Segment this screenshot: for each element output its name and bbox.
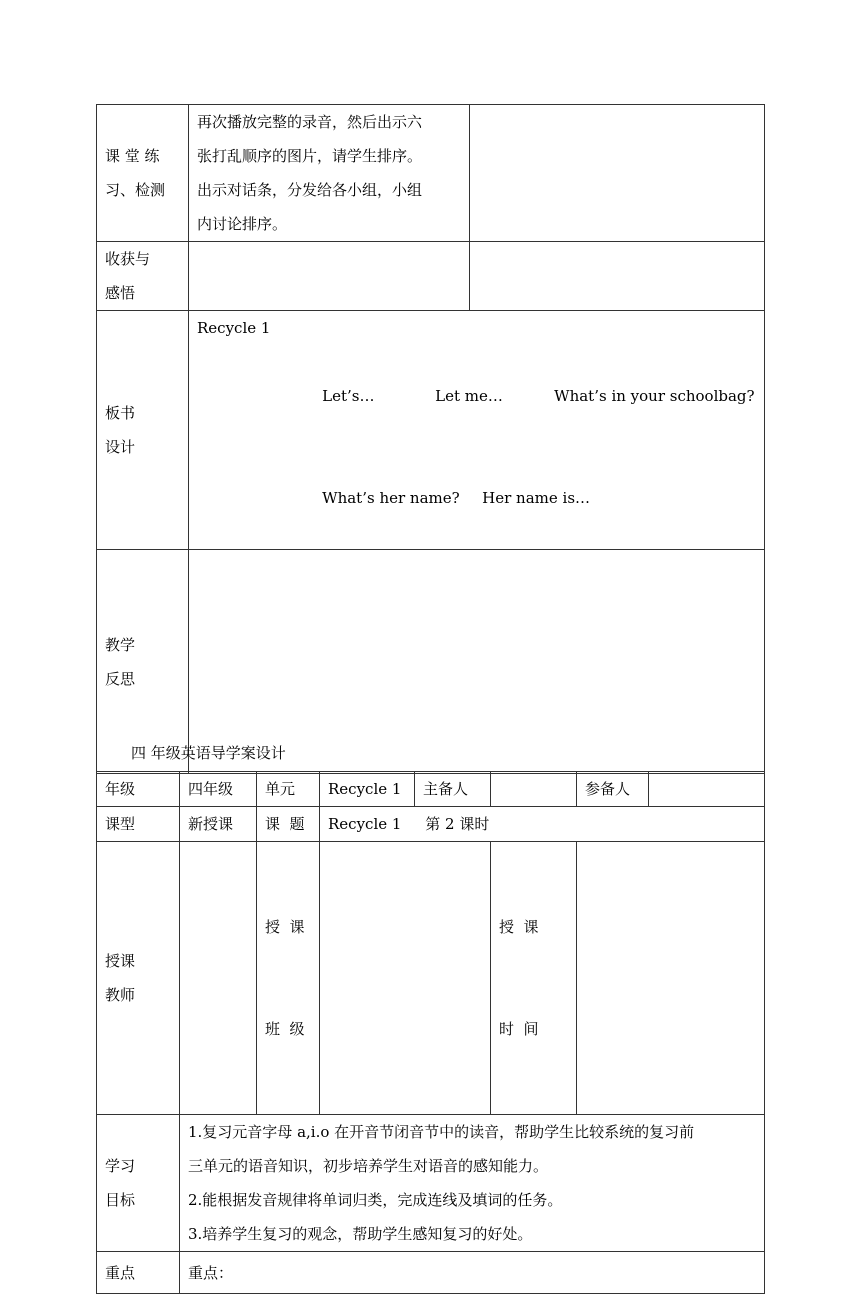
label-line: 设计 <box>105 438 136 456</box>
label-line: 授 课 <box>265 918 305 936</box>
time-value <box>577 842 765 1115</box>
reflection-label <box>97 550 189 774</box>
class-label <box>257 842 320 1115</box>
label-line: 班 级 <box>265 1020 305 1038</box>
grade-value: 四年级 <box>180 772 257 807</box>
key-points-value: 重点： <box>180 1252 765 1294</box>
practice-content <box>189 105 470 242</box>
label-line: 目标 <box>105 1191 136 1209</box>
info-row-2 <box>97 807 765 842</box>
gain-label <box>97 242 189 311</box>
label-line: 反思 <box>105 669 136 688</box>
participants-value <box>649 772 765 807</box>
topic-value: Recycle 1 第 2 课时 <box>320 807 765 842</box>
label-line: 教师 <box>105 986 136 1004</box>
goal-line: 三单元的语音知识，初步培养学生对语音的感知能力。 <box>188 1157 549 1175</box>
key-points-row <box>97 1252 765 1294</box>
label-line: 习、检测 <box>105 181 166 199</box>
board-line-1 <box>197 345 756 447</box>
label-line: 学习 <box>105 1157 136 1175</box>
practice-row <box>97 105 765 242</box>
teacher-value <box>180 842 257 1115</box>
content-line: 再次播放完整的录音，然后出示六 <box>197 113 423 131</box>
label-line: 教学 <box>105 635 136 654</box>
class-value <box>320 842 491 1115</box>
key-points-label: 重点 <box>97 1252 180 1294</box>
type-value: 新授课 <box>180 807 257 842</box>
practice-extra <box>470 105 765 242</box>
teaching-reflection-row <box>97 550 765 774</box>
teacher-label <box>97 842 180 1115</box>
unit-label: 单元 <box>257 772 320 807</box>
label-line: 课 堂 练 <box>105 147 160 165</box>
label-line: 授课 <box>105 952 136 970</box>
board-label <box>97 311 189 550</box>
label-line: 授 课 <box>499 918 539 936</box>
content-line: 内讨论排序。 <box>197 215 288 233</box>
goal-line: 1.复习元音字母 a,i.o 在开音节闭音节中的读音，帮助学生比较系统的复习前 <box>188 1123 695 1141</box>
type-label: 课型 <box>97 807 180 842</box>
gain-content <box>189 242 470 311</box>
goals-label <box>97 1115 180 1252</box>
board-design-row <box>97 311 765 550</box>
goal-line: 3.培养学生复习的观念，帮助学生感知复习的好处。 <box>188 1225 533 1243</box>
board-line-2 <box>197 447 756 549</box>
board-phrase: Let’s… <box>322 387 375 405</box>
reflection-content <box>189 550 765 774</box>
label-line: 板书 <box>105 404 136 422</box>
board-title: Recycle 1 <box>197 319 271 337</box>
board-phrase: Her name is… <box>482 489 591 507</box>
content-line: 张打乱顺序的图片，请学生排序。 <box>197 147 423 165</box>
label-line: 收获与 <box>105 250 151 268</box>
grade-label: 年级 <box>97 772 180 807</box>
board-phrase: Let me… <box>435 387 503 405</box>
content-line: 出示对话条，分发给各小组，小组 <box>197 181 423 199</box>
goal-line: 2.能根据发音规律将单词归类，完成连线及填词的任务。 <box>188 1191 563 1209</box>
board-phrase: What’s her name? <box>322 489 460 507</box>
label-line: 时 间 <box>499 1020 539 1038</box>
section-title: 四 年级英语导学案设计 <box>131 744 286 762</box>
time-label <box>491 842 577 1115</box>
unit-value: Recycle 1 <box>320 772 415 807</box>
topic-label: 课 题 <box>257 807 320 842</box>
label-line: 感悟 <box>105 284 136 302</box>
info-row-3 <box>97 842 765 1115</box>
board-content <box>189 311 765 550</box>
lead-label: 主备人 <box>415 772 491 807</box>
goals-content <box>180 1115 765 1252</box>
board-phrase: What’s in your schoolbag? <box>554 387 755 405</box>
reflection-gain-row <box>97 242 765 311</box>
gain-extra <box>470 242 765 311</box>
info-row-1 <box>97 772 765 807</box>
goals-row <box>97 1115 765 1252</box>
practice-label <box>97 105 189 242</box>
lesson-plan-table-continued <box>96 104 765 774</box>
lead-value <box>491 772 577 807</box>
participants-label: 参备人 <box>577 772 649 807</box>
